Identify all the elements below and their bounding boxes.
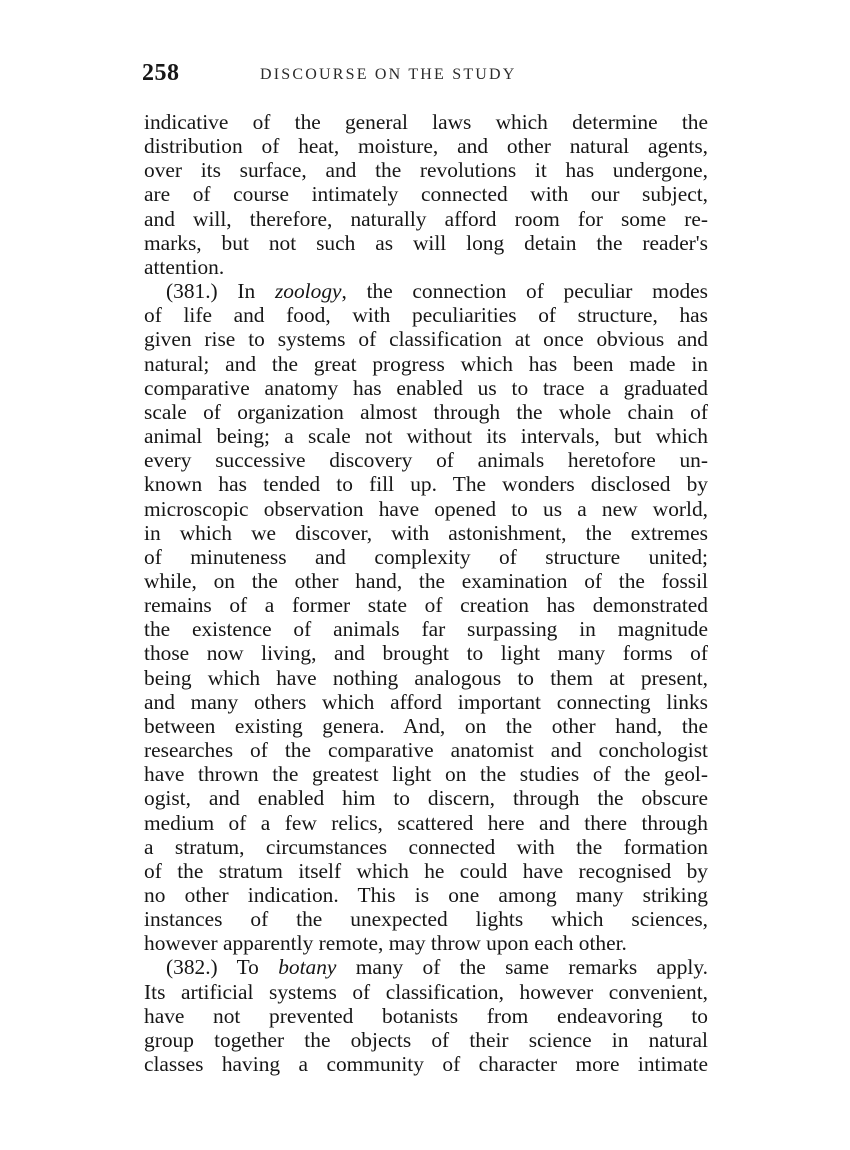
text-line: Its artificial systems of classification, however convenient, (144, 979, 708, 1004)
paragraph-381-lead-rest: , the connection of peculiar modes (341, 279, 708, 304)
text-line: a stratum, circumstances connected with the formation (144, 834, 708, 859)
text-line: the existence of animals far surpassing in magnitude (144, 617, 708, 642)
text-line: however apparently remote, may throw upon each other. (144, 931, 627, 956)
text-line: instances of the unexpected lights which sciences, (144, 907, 708, 932)
paragraph-381-lead: (381.) In (166, 279, 256, 304)
text-line: medium of a few relics, scattered here and there through (144, 810, 708, 835)
text-line: comparative anatomy has enabled us to trace a graduated (144, 375, 708, 400)
running-title: DISCOURSE ON THE STUDY (260, 66, 517, 83)
text-line: given rise to systems of classification at once obvious and (144, 327, 708, 352)
text-line: have not prevented botanists from endeavoring to (144, 1003, 708, 1028)
text-line: over its surface, and the revolutions it has undergone, (144, 158, 708, 183)
paragraph-382-first-line (144, 955, 708, 979)
italic-term-botany: botany (278, 955, 337, 980)
italic-term-zoology: zoology (274, 279, 342, 304)
text-line: microscopic observation have opened to us a new world, (144, 496, 708, 521)
text-line: attention. (144, 254, 225, 279)
text-line: every successive discovery of animals heretofore un- (144, 448, 708, 473)
text-line: remains of a former state of creation has demonstrated (144, 593, 708, 618)
text-line: and many others which afford important connecting links (144, 689, 708, 714)
text-line: being which have nothing analogous to them at present, (144, 665, 708, 690)
text-line: and will, therefore, naturally afford room for some re- (144, 206, 708, 231)
text-line: no other indication. This is one among many striking (144, 883, 708, 907)
text-line: between existing genera. And, on the other hand, the (144, 713, 708, 738)
text-line: of the stratum itself which he could have recognised by (144, 858, 708, 883)
text-line: animal being; a scale not without its intervals, but which (144, 424, 708, 449)
text-line: of minuteness and complexity of structure united; (144, 544, 708, 569)
page-number: 258 (142, 60, 180, 86)
text-line: are of course intimately connected with our subject, (144, 182, 708, 207)
paragraph-381-first-line (144, 279, 708, 303)
text-line: distribution of heat, moisture, and other natural agents, (144, 134, 708, 159)
text-line: indicative of the general laws which determine the (144, 110, 708, 134)
text-line: researches of the comparative anatomist and conchologist (144, 738, 708, 763)
text-line: marks, but not such as will long detain the reader's (144, 230, 708, 255)
running-head (140, 60, 710, 88)
text-line: in which we discover, with astonishment, the extremes (144, 520, 708, 545)
text-line: while, on the other hand, the examination of the fossil (144, 568, 708, 593)
text-line: classes having a community of character more intimate (144, 1052, 708, 1077)
text-line: group together the objects of their science in natural (144, 1027, 708, 1052)
text-line: of life and food, with peculiarities of structure, has (144, 303, 708, 328)
text-line: ogist, and enabled him to discern, through the obscure (144, 786, 708, 811)
paragraph-382-lead-rest: many of the same remarks apply. (336, 955, 708, 980)
text-line: natural; and the great progress which has been made in (144, 351, 708, 376)
body-text (144, 110, 708, 1076)
text-line: have thrown the greatest light on the studies of the geol- (144, 762, 708, 787)
text-line: those now living, and brought to light many forms of (144, 641, 708, 666)
text-line: known has tended to fill up. The wonders disclosed by (144, 472, 708, 497)
text-line: scale of organization almost through the whole chain of (144, 399, 708, 424)
paragraph-382-lead: (382.) To (166, 955, 259, 980)
